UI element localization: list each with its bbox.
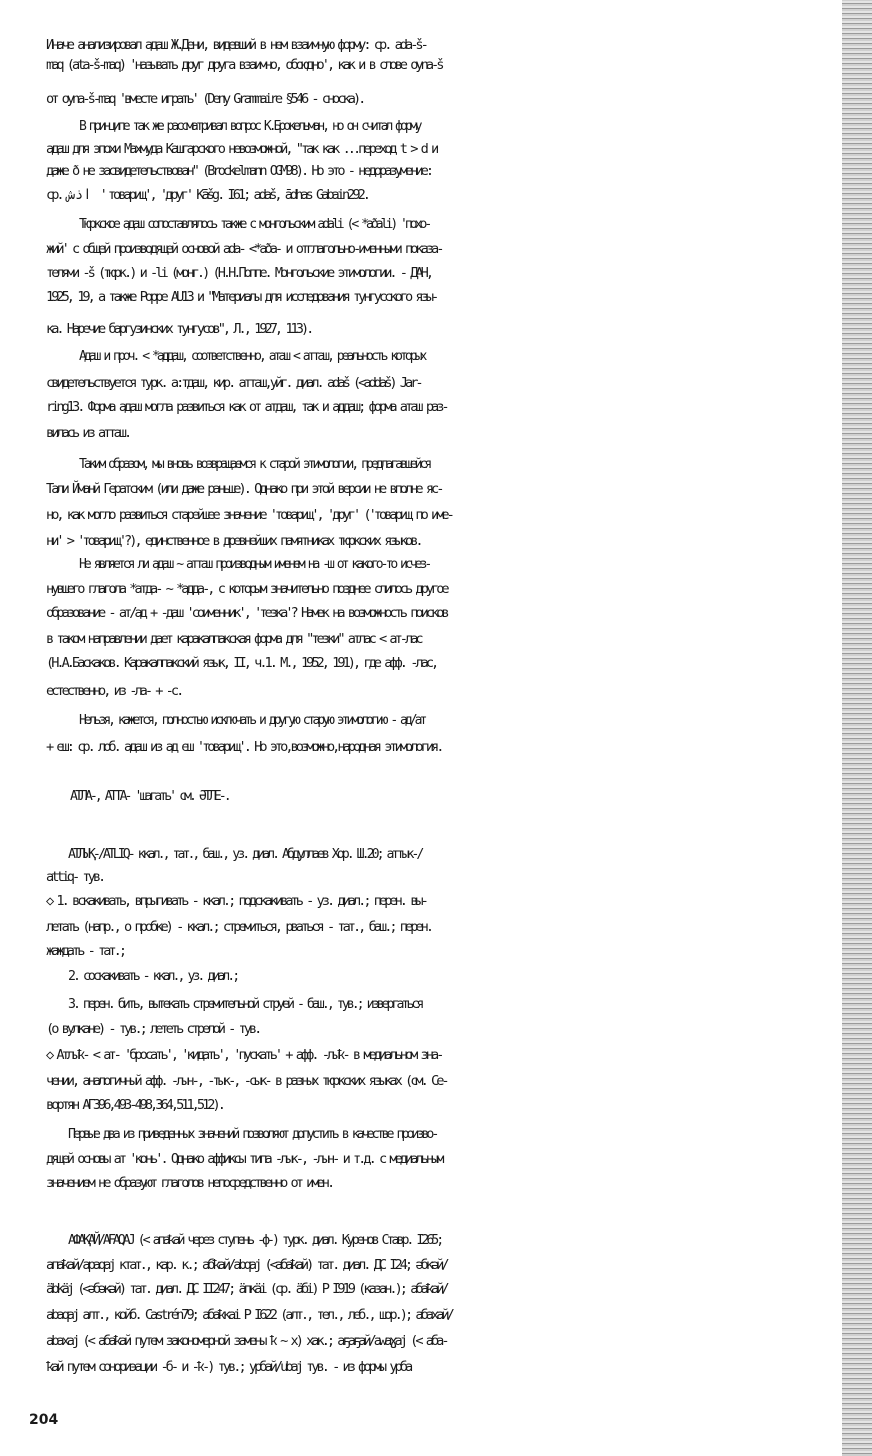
text-line: (о вулкане) - тув.; лететь стрелой - тув. <box>46 1021 260 1037</box>
text-line: телями -š (тюрк.) и -li (монг.) (Н.Н.Поппе. Монгольские этимологии. - ДАН, <box>46 265 432 281</box>
text-line: апаҟай/apaqaj ктат., кар. к.; абҟай/abqaj (<абаҟай) тат. диал. ДС I24; әбкәй/ <box>46 1257 447 1273</box>
text-line: Тюркское адаш сопоставлялось также с монгольским adali (< *aðali) 'похо- <box>79 217 430 232</box>
text-line: даже ð не засвидетельствован" (Brockelmann OGM98). Но это - недоразумение: <box>46 163 432 179</box>
text-line: свидетельствуется турк. а:тдаш, кир. атташ,уйг. диал. adaš (<addaš) Jar- <box>46 375 421 391</box>
text-line: ни' > 'товарищ'?), единственное в древнейших памятниках тюркских языков. <box>46 533 421 549</box>
text-line: адаш для эпохи Махмуда Кашгарского невозможной, "так как ...переход t > d и <box>46 141 437 157</box>
page-number: 204 <box>29 1412 59 1428</box>
text-line: ка. Наречие баргузинских тунгусов", Л., 1927, 113). <box>46 321 312 337</box>
text-line: Тали Йманй Гератским (или даже раньше). Однако при этой версии не вполне яс- <box>46 481 442 497</box>
text-line: abaqaj алт., койб. Castrén79; абаҟкаі Р I622 (алт., тел., леб., шор.); абахай/ <box>46 1307 452 1323</box>
text-line: значением не образуют глаголов непосредственно от имен. <box>46 1175 333 1191</box>
text-line: 1925, 19, а также Poppe AU13 и "Материалы для исследования тунгусского язы- <box>46 289 437 305</box>
text-line: Нельзя, кажется, полностью исключать и другую старую этимологию - ад/ат <box>79 713 425 728</box>
text-line: чении, аналогичный афф. -лын-, -тык-, -сык- в разных тюркских языках (см. Се- <box>46 1073 447 1089</box>
text-line: Адаш и проч. < *аддаш, соответственно, аташ < атташ, реальность которых <box>79 349 425 364</box>
text-line: 2. соскакивать - ккал., уз. диал.; <box>68 969 238 984</box>
text-line: ◇ 1. вскакивать, впрыгивать - ккал.; подскакивать - уз. диал.; перен. вы- <box>46 893 426 909</box>
text-line: естественно, из -ла- + -с. <box>46 683 182 699</box>
entry-heading: АТЛЫҚ-/ATLIQ- ккал., тат., баш., уз. диал. Абдуллаев Хор. Ш.20; аттык-/ <box>68 847 422 862</box>
text-line: abaxaj (< абаҟай путем закономерной замены ҟ ~ х) хак.; аҕаҕай/awaɣaj (< аба- <box>46 1333 447 1349</box>
text-line: В принципе так же рассматривал вопрос К.Брокельман, но он считал форму <box>79 119 420 134</box>
text-line: вилась из атташ. <box>46 425 130 441</box>
text-line: maq (ata-š-maq) 'называть друг друга взаимно, обоюдно', как и в слове oyna-š <box>46 57 442 73</box>
text-line: attiq- тув. <box>46 869 104 885</box>
text-line: жаждать - тат.; <box>46 943 125 959</box>
text-line: 3. перен. бить, вытекать стремительной струей - баш., тув.; извергаться <box>68 997 422 1012</box>
text-line: летать (напр., о пробке) - ккал.; стремиться, рваться - тат., баш.; перен. <box>46 919 432 935</box>
text-line: ҟай путем сонориэации -б- и -ҟ-) тув.; урбай/ubaj тув. - из формы урба <box>46 1359 411 1375</box>
text-line: ring13. Форма адаш могла развиться как от атдаш, так и аддаш; форма аташ раз- <box>46 399 447 415</box>
scanned-page-edge <box>842 0 872 1456</box>
text-line: Иначе анализировал адаш Ж.Дени, видевший в нем взаимную форму: ср. ada-š- <box>46 37 426 53</box>
text-line: Первые два из приведенных значений позволяют допустить в качестве произво- <box>68 1127 437 1142</box>
entry-heading: АФАҚАЙ/AFAQAJ (< апаҟай через ступень -ф-) турк. диал. Куренов Ставр. I265; <box>68 1233 442 1248</box>
text-line: ср. اذش 'товарищ', 'друг' Kāšg. I61; adaš, ādhas Gabain292. <box>46 187 368 203</box>
text-line: + еш: ср. лоб. адаш из ад еш 'товарищ'. Но это,возможно,народная этимология. <box>46 739 442 755</box>
text-line: от oyna-š-maq 'вместе играть' (Deny Grammaire §546 - сноска). <box>46 91 364 107</box>
text-line: Таким образом, мы вновь возвращаемся к старой этимологии, предлагавшейся <box>79 457 430 472</box>
text-line: ◇ Атлыҟ- < ат- 'бросать', 'кидать', 'пускать' + афф. -лыҟ- в медиальном зна- <box>46 1047 442 1063</box>
text-line: нувшего глагола *атда- ~ *адда-, с которым значительно позднее слилось другое <box>46 581 447 597</box>
entry-heading: АТЛА-, АТТА- 'шагать' см. ӘТЛЕ-. <box>70 789 229 804</box>
text-line: Не является ли адаш ~ атташ производным именем на -ш от какого-то исчез- <box>79 557 430 572</box>
text-line: в таком направлении дает каракалпакская форма для "тезки" атлас < ат-лас <box>46 631 421 647</box>
text-line: дящей основы ат 'конь'. Однако аффиксы типа -лык-, -лын- и т.д. с медиальным <box>46 1151 442 1167</box>
text-line: образование - ат/ад + -даш 'соименник', 'тезка'? Намек на возможность поисков <box>46 605 447 621</box>
text-line: но, как могло развиться старейшее значение 'товарищ', 'друг' ('товарищ по име- <box>46 507 452 523</box>
text-line: (Н.А.Баскаков. Каракалпакский язык, II, ч.1. М., 1952, 191), где афф. -лас, <box>46 655 437 671</box>
text-line: äbkäj (<әбәкәй) тат. диал. ДС II247; äпкäi (ср. äбі) Р I919 (казан.); абаҟай/ <box>46 1281 447 1297</box>
text-line: вортян АГ396,493-498,364,511,512). <box>46 1097 223 1113</box>
text-line: жий' с общей производящей основой ada- <*aða- и отглагольно-именными показа- <box>46 241 442 257</box>
